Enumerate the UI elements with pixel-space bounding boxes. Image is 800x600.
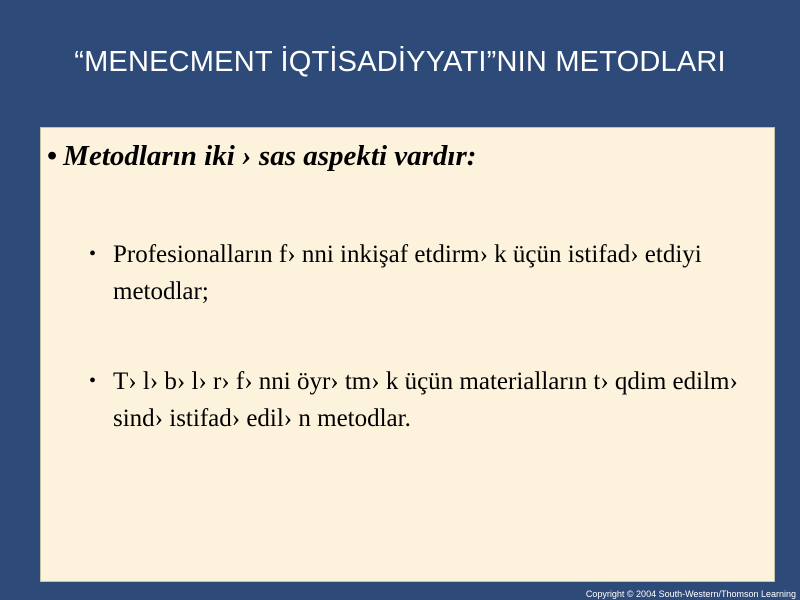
content-box bbox=[40, 127, 775, 582]
sub-bullet-2 bbox=[89, 363, 753, 437]
sub-bullet-text: T› l› b› l› r› f› nni öyr› tm› k üçün materialların t› qdim edilm› sind› istifad› edil› n metodlar. bbox=[113, 368, 738, 432]
main-bullet-text: Metodların iki › sas aspekti vardır: bbox=[63, 140, 477, 172]
sub-bullet-text: Profesionalların f› nni inkişaf etdirm› k üçün istifad› etdiyi metodlar; bbox=[113, 241, 702, 305]
bullet-dot-icon: • bbox=[89, 370, 97, 392]
bullet-dot-icon: • bbox=[89, 243, 97, 265]
copyright-footer: Copyright © 2004 South-Western/Thomson Learning bbox=[585, 589, 796, 599]
bullet-dot-icon: • bbox=[47, 140, 58, 172]
slide-title: “MENECMENT İQTİSADİYYATI”NIN METODLARI bbox=[74, 46, 726, 78]
main-bullet bbox=[47, 140, 476, 173]
sub-bullet-1 bbox=[89, 236, 753, 310]
